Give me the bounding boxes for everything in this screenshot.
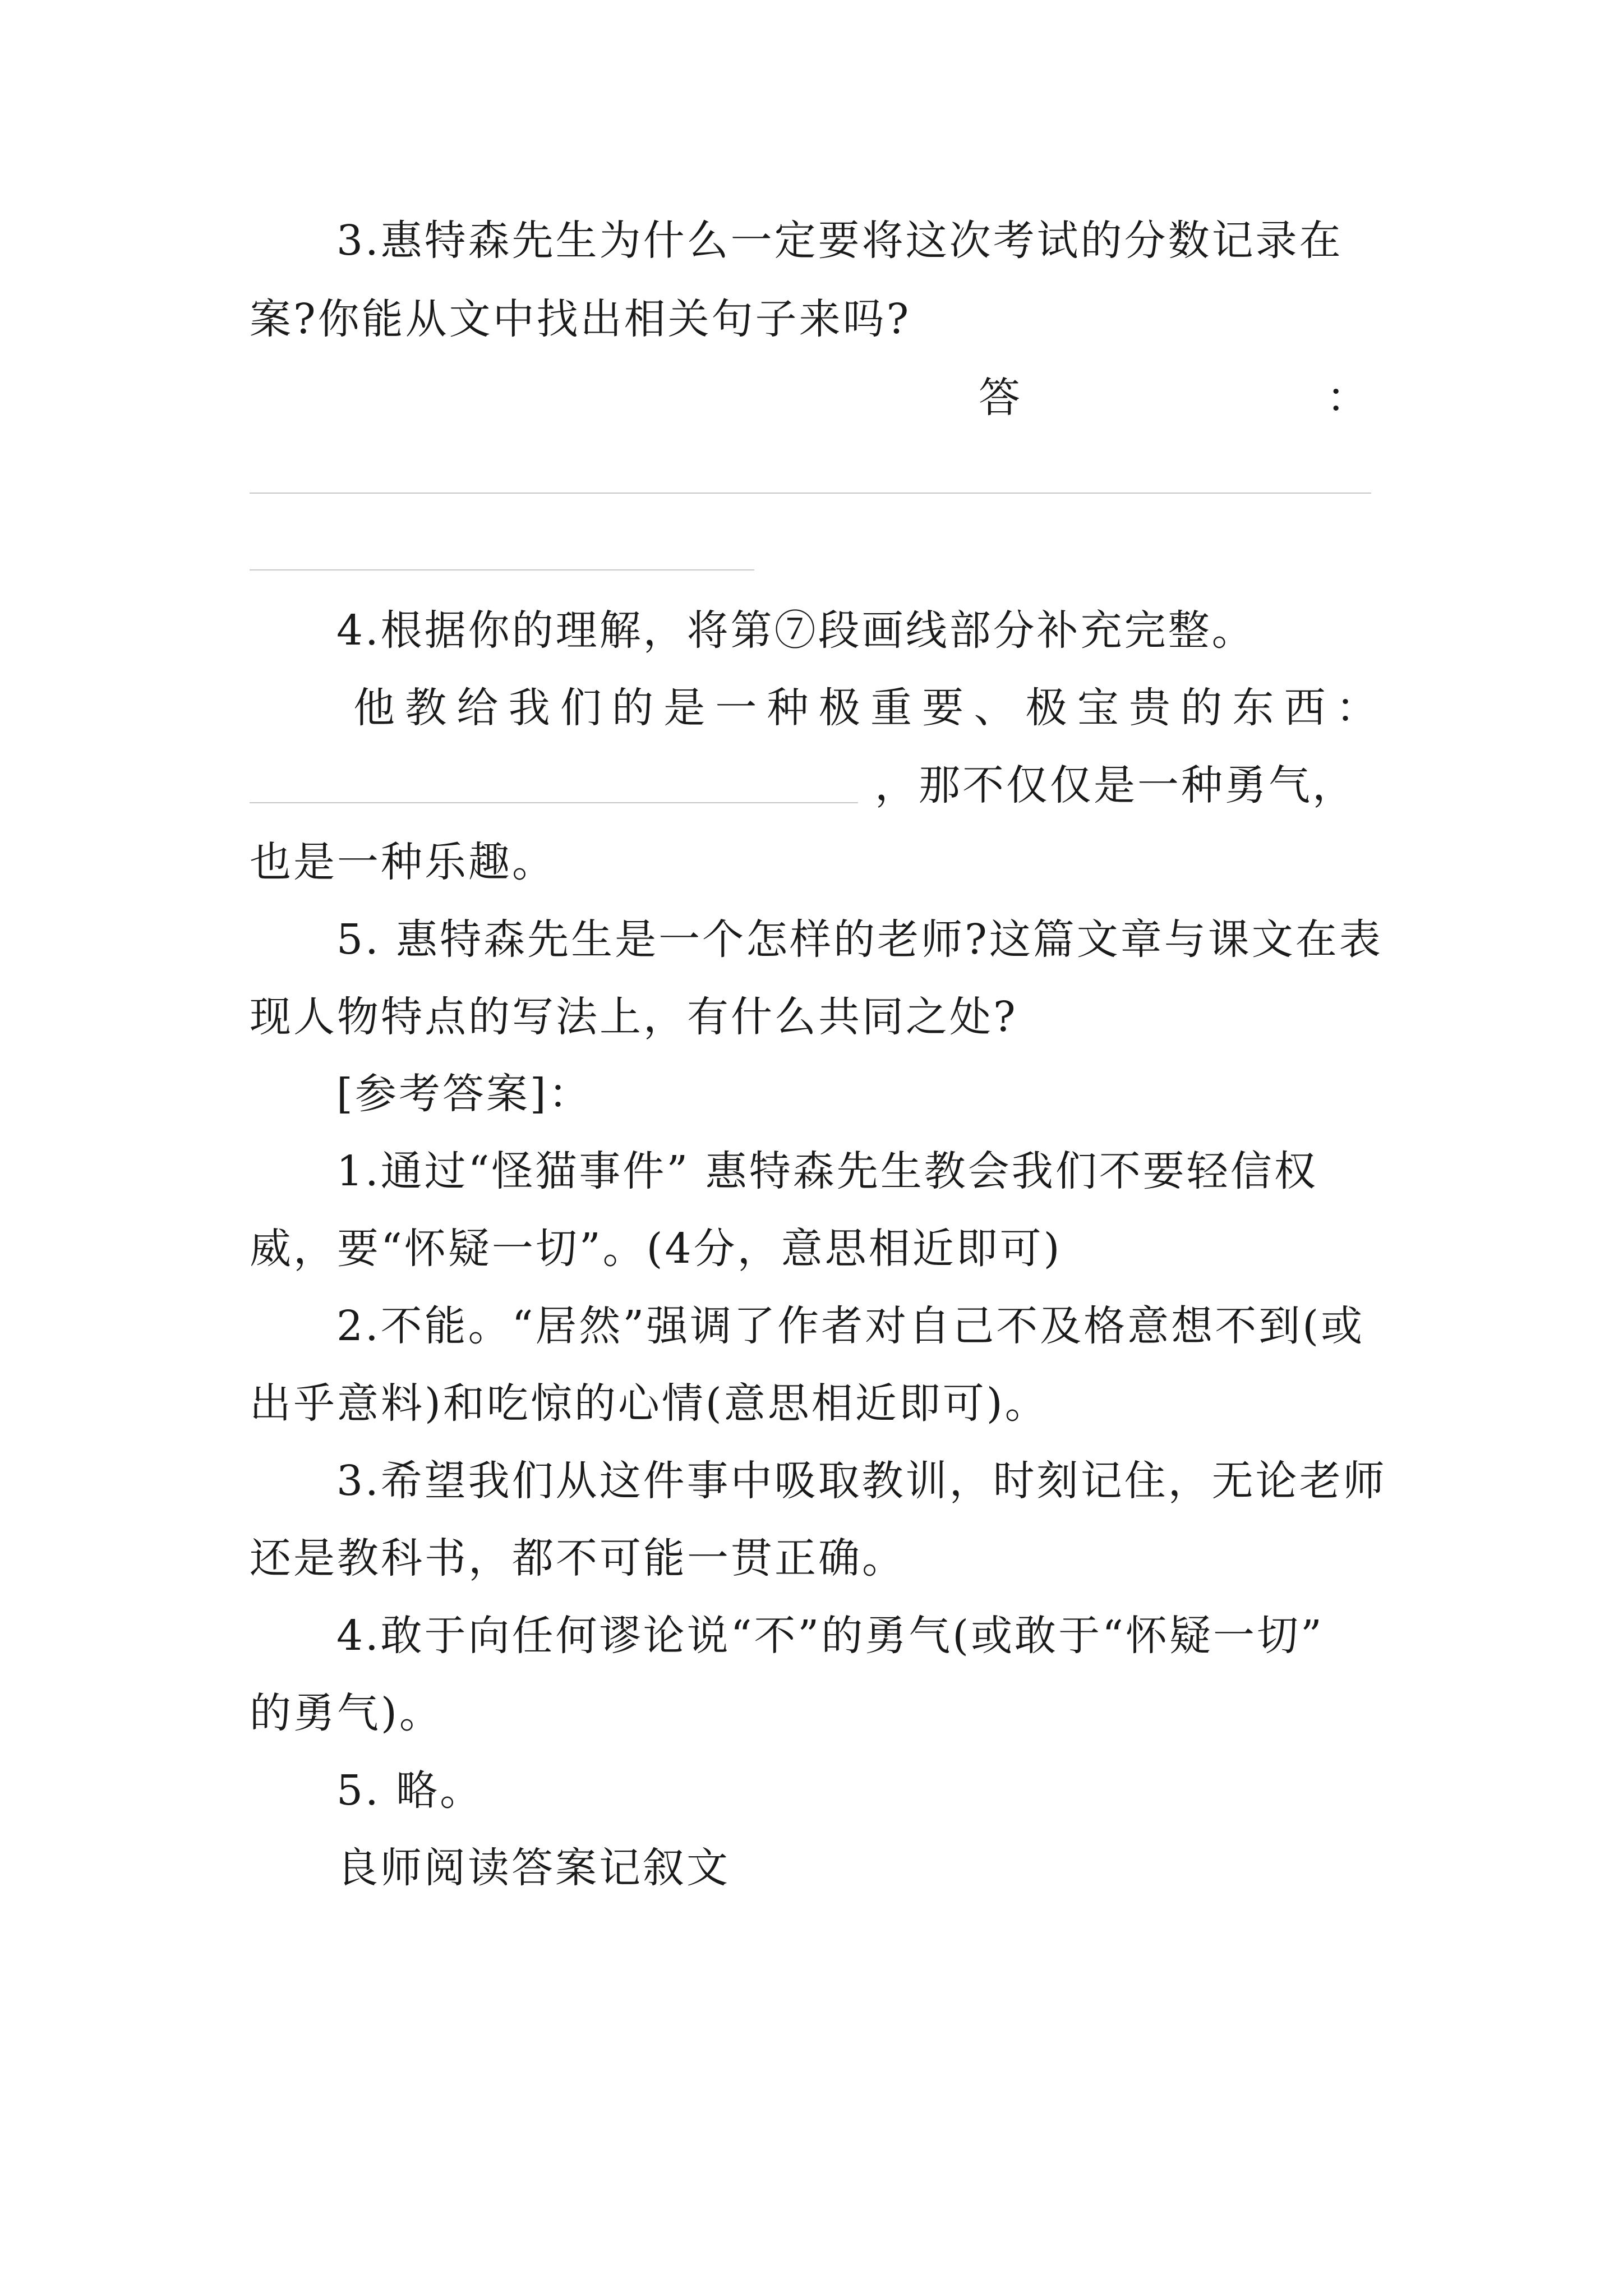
- answer-label: 答: [979, 374, 1022, 422]
- answer-4-line-1: 4.敢于向任何谬论说“不”的勇气(或敢于“怀疑一切”: [336, 1612, 1324, 1660]
- answer-1-line-1: 1.通过“怪猫事件” 惠特森先生教会我们不要轻信权: [336, 1147, 1318, 1195]
- fill-char: 的: [612, 684, 656, 732]
- fill-in-blank-line: [250, 802, 858, 803]
- question-4-line-2-tail: ，那不仅仅是一种勇气，: [875, 761, 1356, 809]
- answers-heading: [参考答案]：: [336, 1070, 592, 1118]
- fill-char: 要: [922, 684, 966, 732]
- question-4-line-1: 4.根据你的理解，将第⑦段画线部分补充完整。: [336, 606, 1256, 655]
- fill-char: 我: [508, 684, 552, 732]
- answer-1-line-2: 威，要“怀疑一切”。(4分，意思相近即可): [250, 1225, 1062, 1273]
- question-5-line-2: 现人物特点的写法上，有什么共同之处?: [250, 993, 1018, 1041]
- fill-char: 一: [715, 684, 759, 732]
- fill-char: 西: [1284, 684, 1328, 732]
- fill-char: 东: [1232, 684, 1276, 732]
- question-4-line-3: 也是一种乐趣。: [250, 838, 556, 886]
- fill-char: 们: [560, 684, 604, 732]
- fill-char: 是: [663, 684, 708, 732]
- fill-char: 给: [457, 684, 501, 732]
- question-5-line-1: 5. 惠特森先生是一个怎样的老师?这篇文章与课文在表: [336, 915, 1383, 964]
- question-3-line-1: 3.惠特森先生为什么一定要将这次考试的分数记录在: [336, 217, 1343, 265]
- answer-line-1: [250, 493, 1371, 494]
- fill-char: 种: [767, 684, 811, 732]
- answer-5: 5. 略。: [336, 1766, 484, 1815]
- answer-2-line-1: 2.不能。“居然”强调了作者对自己不及格意想不到(或: [336, 1302, 1365, 1350]
- fill-char: 贵: [1129, 684, 1173, 732]
- fill-char: 极: [1025, 684, 1069, 732]
- answer-colon: ：: [1326, 374, 1370, 422]
- fill-char: 他: [353, 684, 397, 732]
- fill-char: 极: [818, 684, 863, 732]
- fill-char: ：: [1335, 684, 1380, 732]
- answer-3-line-2: 还是教科书，都不可能一贯正确。: [250, 1534, 906, 1582]
- fill-char: 宝: [1077, 684, 1121, 732]
- fill-char: 、: [974, 684, 1018, 732]
- footer-title: 良师阅读答案记叙文: [336, 1844, 730, 1892]
- answer-line-2: [250, 569, 754, 570]
- answer-4-line-2: 的勇气)。: [250, 1689, 443, 1737]
- fill-char: 重: [870, 684, 915, 732]
- question-3-line-2: 案?你能从文中找出相关句子来吗?: [250, 295, 911, 343]
- answer-3-line-1: 3.希望我们从这件事中吸取教训，时刻记住，无论老师: [336, 1457, 1387, 1505]
- answer-2-line-2: 出乎意料)和吃惊的心情(意思相近即可)。: [250, 1379, 1049, 1428]
- fill-char: 教: [405, 684, 449, 732]
- question-4-fill-sentence: [353, 684, 1380, 732]
- fill-char: 的: [1181, 684, 1225, 732]
